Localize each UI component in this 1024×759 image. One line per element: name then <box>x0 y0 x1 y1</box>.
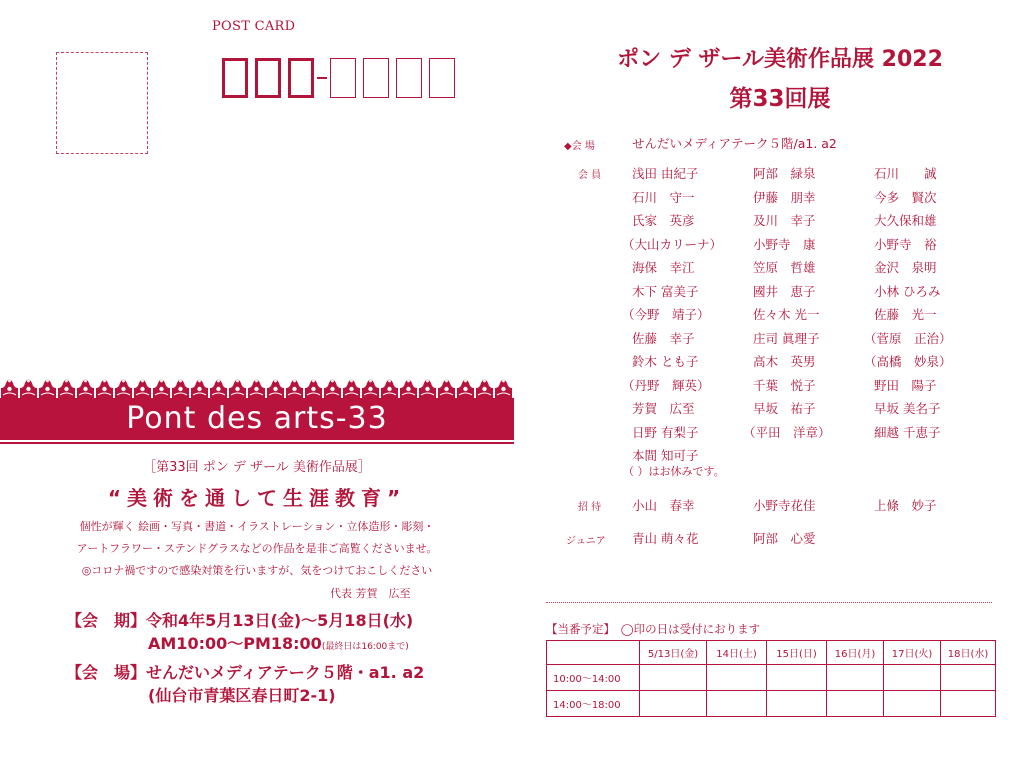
member-name: 芳賀 広至 <box>632 401 695 416</box>
duty-cell[interactable] <box>640 691 707 717</box>
member-name: 及川 幸子 <box>753 213 816 228</box>
member-name: 細越 千恵子 <box>874 424 941 440</box>
postal-digit-box <box>255 58 281 98</box>
day-header: 16日(月) <box>827 641 884 665</box>
invited-member: 小山 春幸 <box>632 498 695 513</box>
duty-cell[interactable] <box>707 691 767 717</box>
member-name: 小林 ひろみ <box>874 283 941 299</box>
venue-label: 【会 場】 <box>66 663 147 682</box>
period-label: 【会 期】 <box>66 611 147 630</box>
banner-title: Pont des arts-33 <box>126 401 388 436</box>
member-name: 伊藤 朋幸 <box>753 189 816 205</box>
postal-digit-box <box>429 58 455 98</box>
member-name: 浅田 由紀子 <box>632 166 699 181</box>
member-name: 今多 賢次 <box>874 189 937 205</box>
junior-member: 青山 萌々花 <box>632 531 699 546</box>
banner-underline <box>0 442 514 444</box>
day-header: 17日(火) <box>884 641 941 665</box>
table-corner <box>547 641 640 665</box>
invited-member: 上條 妙子 <box>874 498 937 513</box>
duty-cell[interactable] <box>941 691 996 717</box>
member-name: （丹野 輝英） <box>622 377 710 393</box>
period-row <box>66 608 413 631</box>
member-name: 大久保和雄 <box>874 213 937 228</box>
member-name: 石川 守一 <box>632 189 695 205</box>
duty-schedule-title: 【当番予定】 ◯印の日は受付におります <box>546 622 761 636</box>
day-header: 5/13日(金) <box>640 641 707 665</box>
postal-digit-box <box>222 58 248 98</box>
member-name: 早坂 美名子 <box>874 401 941 416</box>
hours: AM10:00～PM18:00 <box>148 634 322 653</box>
invited-label: 招 待 <box>578 502 602 513</box>
member-name: （高橋 妙泉） <box>864 354 952 369</box>
description-line: ◎コロナ禍ですので感染対策を行いますが、気をつけておこしください <box>81 564 433 577</box>
invited-member: 小野寺花佳 <box>753 498 816 513</box>
member-name: 千葉 悦子 <box>753 377 816 393</box>
member-name: 鈴木 とも子 <box>632 354 699 369</box>
member-name: 高木 英男 <box>753 354 816 369</box>
member-name: （平田 洋章） <box>743 424 831 440</box>
member-name: 早坂 祐子 <box>753 401 816 416</box>
day-header: 15日(日) <box>767 641 827 665</box>
duty-cell[interactable] <box>941 665 996 691</box>
period-value: 令和4年5月13日(金)～5月18日(水) <box>146 611 414 630</box>
member-name: 金沢 泉明 <box>874 260 937 275</box>
member-name: 小野寺 康 <box>753 236 816 252</box>
venue-value: せんだいメディアテーク５階・a1. a2 <box>146 663 425 682</box>
member-name: 石川 誠 <box>874 166 937 181</box>
duty-cell[interactable] <box>884 691 941 717</box>
member-name: 佐藤 光一 <box>874 307 937 322</box>
exhibition-subtitle: ［第33回 ポン デ ザール 美術作品展］ <box>143 460 371 475</box>
member-name: 本間 知可子 <box>632 448 699 463</box>
venue-row <box>66 660 424 683</box>
member-name: 氏家 英彦 <box>632 213 695 228</box>
postal-digit-box <box>396 58 422 98</box>
junior-label: ジュニア <box>566 536 606 547</box>
duty-cell[interactable] <box>884 665 941 691</box>
member-name: 海保 幸江 <box>632 260 695 275</box>
postcard-label: POST CARD <box>212 19 296 34</box>
member-name: 阿部 緑泉 <box>753 166 816 181</box>
day-header: 18日(水) <box>941 641 996 665</box>
venue-address: (仙台市青葉区春日町2-1) <box>148 686 336 705</box>
exhibition-edition: 第33回展 <box>729 86 831 112</box>
venue-value: せんだいメディアテーク５階/a1. a2 <box>632 136 837 151</box>
slot-header: 14:00～18:00 <box>547 691 640 717</box>
postal-dash <box>317 77 327 79</box>
member-name: 佐々木 光一 <box>753 307 820 322</box>
member-name: （菅原 正治） <box>864 330 952 346</box>
member-name: 佐藤 幸子 <box>632 330 695 346</box>
member-name: 國井 恵子 <box>753 283 816 299</box>
representative: 代表 芳賀 広至 <box>330 587 411 600</box>
exhibition-motto: “美術を通して生涯教育” <box>107 486 407 510</box>
description-line: 個性が輝く 絵画・写真・書道・イラストレーション・立体造形・彫刻・ <box>79 520 435 533</box>
postal-code-boxes <box>222 58 462 98</box>
member-name: 小野寺 裕 <box>874 236 937 252</box>
member-name: 庄司 眞理子 <box>753 330 820 346</box>
exhibition-title: ポン デ ザール美術作品展 2022 <box>617 47 943 72</box>
postal-digit-box <box>288 58 314 98</box>
duty-cell[interactable] <box>707 665 767 691</box>
banner-ornament <box>0 372 514 400</box>
duty-schedule-table <box>546 640 996 717</box>
member-name: 日野 有梨子 <box>632 424 699 440</box>
description-line: アートフラワー・ステンドグラスなどの作品を是非ご高覧くださいませ。 <box>76 542 438 555</box>
slot-header: 10:00～14:00 <box>547 665 640 691</box>
venue-label: ◆会 場 <box>564 141 595 152</box>
duty-cell[interactable] <box>827 691 884 717</box>
members-label: 会 員 <box>578 170 602 181</box>
member-name: （大山カリーナ） <box>622 236 723 252</box>
member-name: 野田 陽子 <box>874 377 937 393</box>
member-name: 木下 富美子 <box>632 283 699 299</box>
hours-row <box>148 631 409 654</box>
postal-digit-box <box>330 58 356 98</box>
duty-cell[interactable] <box>767 691 827 717</box>
duty-cell[interactable] <box>640 665 707 691</box>
duty-cell[interactable] <box>767 665 827 691</box>
member-name: （今野 靖子） <box>622 307 710 322</box>
day-header: 14日(土) <box>707 641 767 665</box>
absence-note: （ ）はお休みです。 <box>623 465 725 478</box>
hours-note: (最終日は16:00まで) <box>321 642 409 652</box>
member-name: 笠原 哲雄 <box>753 260 816 275</box>
duty-cell[interactable] <box>827 665 884 691</box>
postal-digit-box <box>363 58 389 98</box>
junior-member: 阿部 心愛 <box>753 531 816 546</box>
stamp-placeholder <box>56 52 148 154</box>
section-divider <box>546 602 992 603</box>
